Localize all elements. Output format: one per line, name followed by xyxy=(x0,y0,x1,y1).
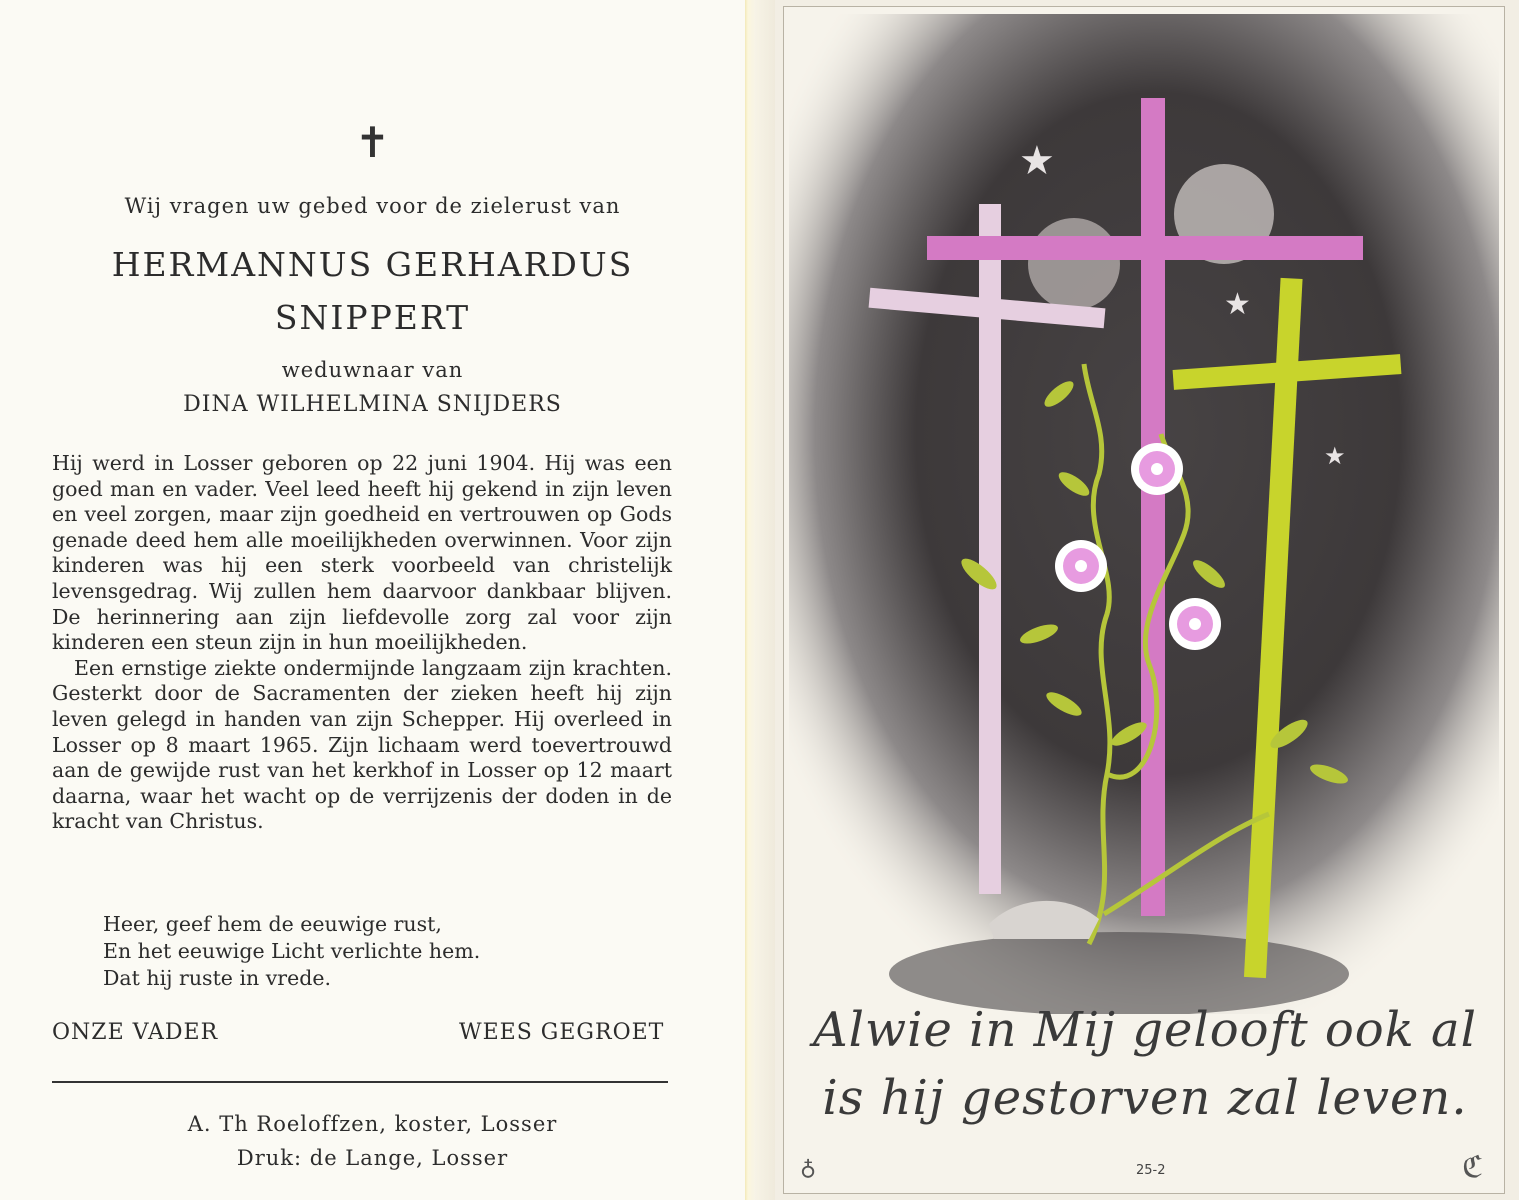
card-number: 25-2 xyxy=(1136,1163,1166,1178)
prayer-our-father: ONZE VADER xyxy=(52,1020,219,1045)
star-icon: ★ xyxy=(1324,442,1346,470)
deceased-first-names: HERMANNUS GERHARDUS xyxy=(111,245,634,284)
cross-symbol: ✝ xyxy=(354,118,391,167)
prayer-line: En het eeuwige Licht verlichte hem. xyxy=(103,939,481,963)
flower-icon xyxy=(1055,540,1107,592)
flower-icon xyxy=(1169,598,1221,650)
prayer-line: Heer, geef hem de eeuwige rust, xyxy=(103,912,442,936)
spouse-name: DINA WILHELMINA SNIJDERS xyxy=(183,392,562,417)
biography-paragraph: Hij werd in Losser geboren op 22 juni 1904. Hij was een goed man en vader. Veel leed heeft hij gekend in zijn leven en veel zorgen, maar zijn goedheid en vertrouwen op Gods genade deed hem alle moeilijkheden overwinnen. Voor zijn kinderen was hij een sterk voorbeeld van christelijk levensgedrag. Wij zullen hem daarvoor dankbaar blijven. De herinnering aan zijn liefdevolle zorg zal voor zijn kinderen een steun zijn in hun moeilijkheden. xyxy=(52,451,672,655)
biography xyxy=(52,451,672,835)
flower-icon xyxy=(1131,443,1183,495)
closing-prayer xyxy=(103,911,480,992)
star-icon: ★ xyxy=(1224,287,1251,322)
widower-of-label: weduwnaar van xyxy=(281,358,464,382)
deceased-surname: SNIPPERT xyxy=(274,298,471,337)
star-icon: ★ xyxy=(1019,138,1055,184)
page-fold xyxy=(745,0,775,1200)
moon-left xyxy=(1028,218,1120,310)
prayer-request-intro: Wij vragen uw gebed voor de zielerust van xyxy=(124,194,621,218)
cross-center-beam xyxy=(927,236,1363,260)
printer-credit: Druk: de Lange, Losser xyxy=(236,1146,509,1170)
artist-monogram-icon: ℭ xyxy=(1462,1150,1484,1185)
publisher-mark-icon: ♁ xyxy=(800,1156,817,1181)
prayer-line: Dat hij ruste in vrede. xyxy=(103,966,332,990)
verse-line-2: is hij gestorven zal leven. xyxy=(822,1070,1468,1126)
verse-line-1: Alwie in Mij gelooft ook al xyxy=(813,1002,1477,1058)
biography-paragraph: Een ernstige ziekte ondermijnde langzaam zijn krachten. Gesterkt door de Sacramenten der zieken heeft hij zijn leven gelegd in handen van zijn Schepper. Hij overleed in Losser op 8 maart 1965. Zijn lichaam werd toevertrouwd aan de gewijde rust van het kerkhof in Losser op 12 maart daarna, waar het wacht op de verrijzenis der doden in de kracht van Christus. xyxy=(52,655,672,834)
sexton-credit: A. Th Roeloffzen, koster, Losser xyxy=(187,1112,558,1136)
three-crosses-illustration xyxy=(789,14,1499,1014)
prayer-hail-mary: WEES GEGROET xyxy=(459,1020,665,1045)
cross-center-vertical xyxy=(1141,98,1165,916)
divider xyxy=(52,1081,668,1083)
